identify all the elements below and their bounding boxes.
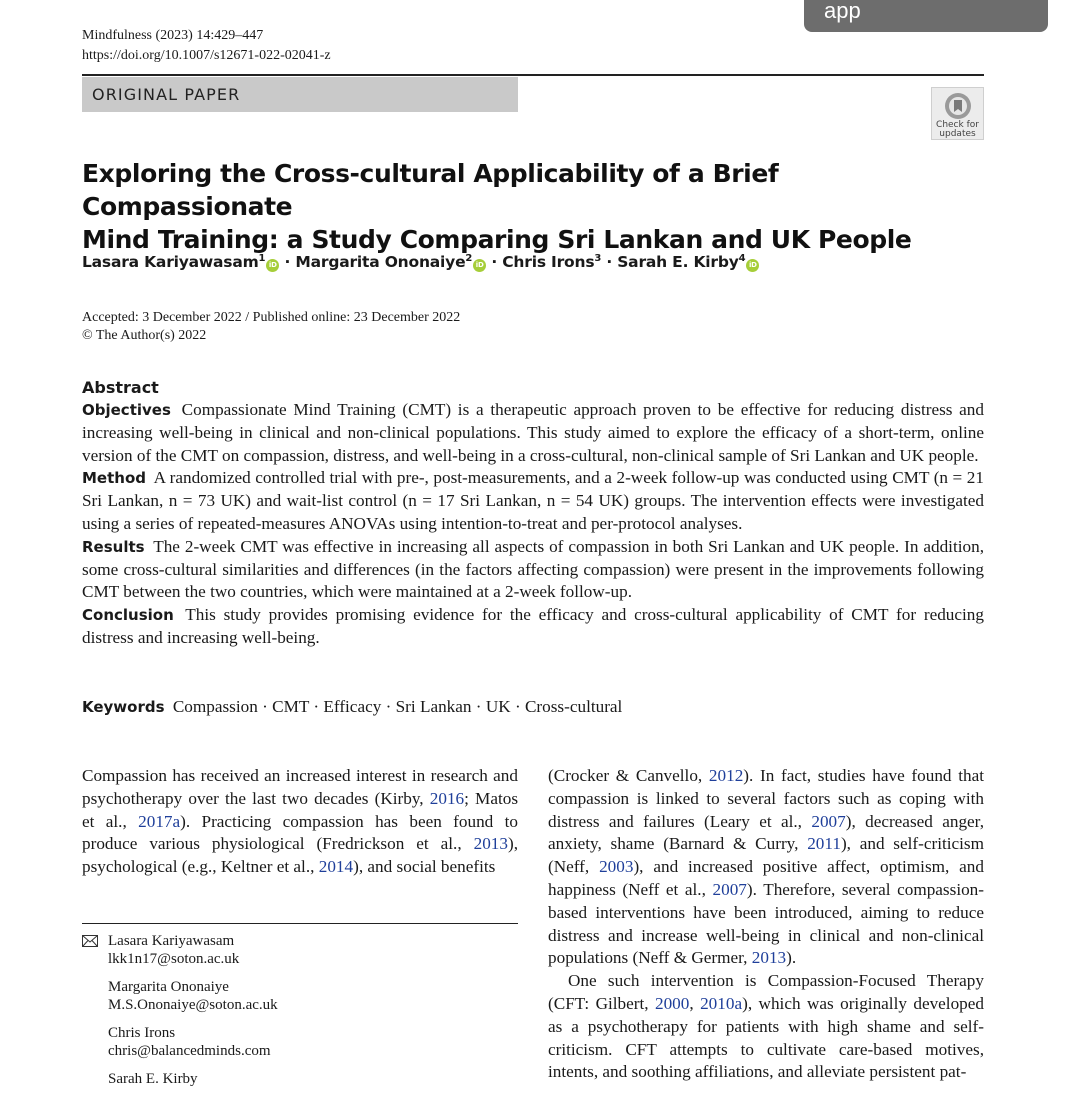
author-separator: ·	[279, 253, 296, 272]
body-text: ). Practicing compassion has been found to produce various physiological (Fredrickson et al.,	[82, 811, 518, 854]
citation-link[interactable]: 2003	[599, 857, 634, 877]
journal-info	[82, 26, 331, 66]
objectives-label: Objectives	[82, 401, 171, 419]
doi-link[interactable]: https://doi.org/10.1007/s12671-022-02041-z	[82, 48, 331, 63]
author-affiliation: 3	[594, 253, 602, 264]
citation-link[interactable]: 2007	[811, 811, 846, 831]
envelope-icon	[82, 935, 98, 947]
abstract-heading: Abstract	[82, 378, 159, 397]
journal-citation: Mindfulness (2023) 14:429–447	[82, 28, 264, 43]
check-updates-icon	[943, 91, 973, 121]
body-paragraph	[548, 765, 984, 970]
citation-link[interactable]: 2014	[318, 857, 354, 877]
body-text: ). Therefore, several compassion-based interventions have been introduced, aiming to reduce distress and increase well-being in clinical and non-clinical populations (Neff & Germer,	[548, 879, 984, 968]
keywords-label: Keywords	[82, 698, 165, 716]
app-button[interactable]: app	[804, 0, 1048, 32]
footnote-name: Lasara Kariyawasam	[108, 933, 235, 949]
abstract-results	[82, 536, 984, 604]
publication-dates	[82, 309, 460, 345]
footnote-name: Chris Irons	[108, 1025, 176, 1041]
footnote-email[interactable]: chris@balancedminds.com	[108, 1043, 271, 1059]
body-text: ,	[689, 993, 701, 1013]
body-text: ; Matos et al.,	[82, 788, 519, 831]
author-separator: ·	[486, 253, 503, 272]
check-for-updates-button[interactable]	[931, 87, 984, 140]
abstract-objectives	[82, 399, 984, 467]
conclusion-label: Conclusion	[82, 606, 174, 625]
body-text: One such intervention is Compassion-Focused Therapy (CFT: Gilbert,	[548, 971, 984, 1013]
citation-link[interactable]: 2010a	[700, 993, 743, 1013]
author-footnotes	[82, 932, 518, 1098]
body-text: Compassion has received an increased interest in research and psychotherapy over the last two decades (Kirby,	[82, 766, 518, 808]
abstract-method	[82, 467, 984, 535]
footnote-entry	[82, 1024, 518, 1060]
accepted-published: Accepted: 3 December 2022 / Published online: 23 December 2022	[82, 310, 461, 325]
method-label: Method	[82, 469, 146, 488]
citation-link[interactable]: 2000	[654, 993, 690, 1013]
footnote-entry	[82, 932, 518, 968]
citation-link[interactable]: 2016	[429, 788, 465, 808]
author-list	[82, 253, 759, 272]
method-text: A randomized controlled trial with pre-, post-measurements, and a 2-week follow-up was conducted using CMT (n = 21 Sri Lankan, n = 73 UK) and wait-list control (n = 17 Sri Lankan, n = 54 UK) groups. The intervention effects were investigated using a series of repeated-measures ANOVAs using intention-to-treat and per-protocol analyses.	[82, 468, 984, 533]
header-rule	[82, 74, 984, 76]
body-text: ), psychological (e.g., Keltner et al.,	[82, 834, 518, 877]
footnote-entry	[82, 978, 518, 1014]
footnote-email[interactable]: M.S.Ononaiye@soton.ac.uk	[108, 997, 278, 1013]
orcid-icon[interactable]: iD	[473, 259, 486, 272]
keywords-text: Compassion · CMT · Efficacy · Sri Lankan · UK · Cross-cultural	[172, 697, 623, 716]
citation-link[interactable]: 2012	[708, 766, 744, 785]
body-paragraph	[82, 765, 518, 879]
body-text: ), decreased anger, anxiety, shame (Barnard & Curry,	[548, 811, 984, 854]
results-text: The 2-week CMT was effective in increasing all aspects of compassion in both Sri Lankan and UK people. In addition, some cross-cultural similarities and differences (in the factors affecting compassion) were present in the improvements following CMT between the two countries, which were maintained at a 2-week follow-up.	[82, 536, 984, 602]
footnote-rule	[82, 923, 518, 924]
body-paragraph	[548, 970, 984, 1084]
check-updates-line2: updates	[939, 129, 976, 139]
body-column-left	[82, 765, 518, 879]
body-text: ), and self-criticism (Neff,	[548, 834, 984, 877]
article-title	[82, 157, 982, 256]
body-text: (Crocker & Canvello,	[548, 766, 709, 785]
objectives-text: Compassionate Mind Training (CMT) is a therapeutic approach proven to be effective for reducing distress and increasing well-being in clinical and non-clinical populations. This study aimed to explore the efficacy of a short-term, online version of the CMT on compassion, distress, and well-being in a cross-cultural, non-clinical sample of Sri Lankan and UK people.	[82, 400, 984, 465]
title-line-1: Exploring the Cross-cultural Applicability of a Brief Compassionate	[82, 159, 779, 221]
footnote-name: Sarah E. Kirby	[108, 1071, 198, 1087]
footnote-email[interactable]: lkk1n17@soton.ac.uk	[108, 951, 240, 967]
conclusion-text: This study provides promising evidence for the efficacy and cross-cultural applicability of CMT for reducing distress and increasing well-being.	[82, 605, 984, 647]
body-text: ), and increased positive affect, optimism, and happiness (Neff et al.,	[548, 857, 984, 899]
citation-link[interactable]: 2013	[473, 834, 508, 854]
author-affiliation: 4	[738, 253, 746, 264]
author-affiliation: 1	[258, 253, 266, 264]
body-text: ).	[786, 948, 797, 968]
check-updates-line1: Check for	[936, 120, 979, 130]
author-separator: ·	[601, 253, 618, 272]
body-text: ). In fact, studies have found that compassion is linked to several factors such as coping with distress and failures (Leary et al.,	[548, 766, 984, 831]
author-name[interactable]: Lasara Kariyawasam	[82, 253, 259, 272]
author-name[interactable]: Chris Irons	[502, 253, 595, 272]
author-name[interactable]: Margarita Ononaiye	[295, 253, 466, 272]
author-affiliation: 2	[465, 253, 473, 264]
body-text: ), which was originally developed as a psychotherapy for patients with high shame and self-criticism. CFT attempts to cultivate care-based motives, intents, and soothing affiliations, and alleviate persistent pat-	[548, 993, 984, 1082]
footnote-name: Margarita Ononaiye	[108, 979, 229, 995]
title-line-2: Mind Training: a Study Comparing Sri Lankan and UK People	[82, 225, 912, 254]
section-label: ORIGINAL PAPER	[82, 77, 518, 112]
citation-link[interactable]: 2011	[807, 834, 841, 854]
abstract-conclusion	[82, 604, 984, 650]
orcid-icon[interactable]: iD	[746, 259, 759, 272]
orcid-icon[interactable]: iD	[266, 259, 279, 272]
results-label: Results	[82, 537, 145, 556]
body-text: ), and social benefits	[353, 857, 496, 877]
citation-link[interactable]: 2013	[751, 948, 787, 968]
keywords	[82, 697, 622, 717]
copyright: © The Author(s) 2022	[82, 328, 207, 343]
footnote-entry	[82, 1070, 518, 1088]
abstract	[82, 378, 984, 650]
author-name[interactable]: Sarah E. Kirby	[617, 253, 739, 272]
body-column-right	[548, 765, 984, 1084]
citation-link[interactable]: 2017a	[138, 811, 181, 831]
citation-link[interactable]: 2007	[712, 879, 747, 899]
